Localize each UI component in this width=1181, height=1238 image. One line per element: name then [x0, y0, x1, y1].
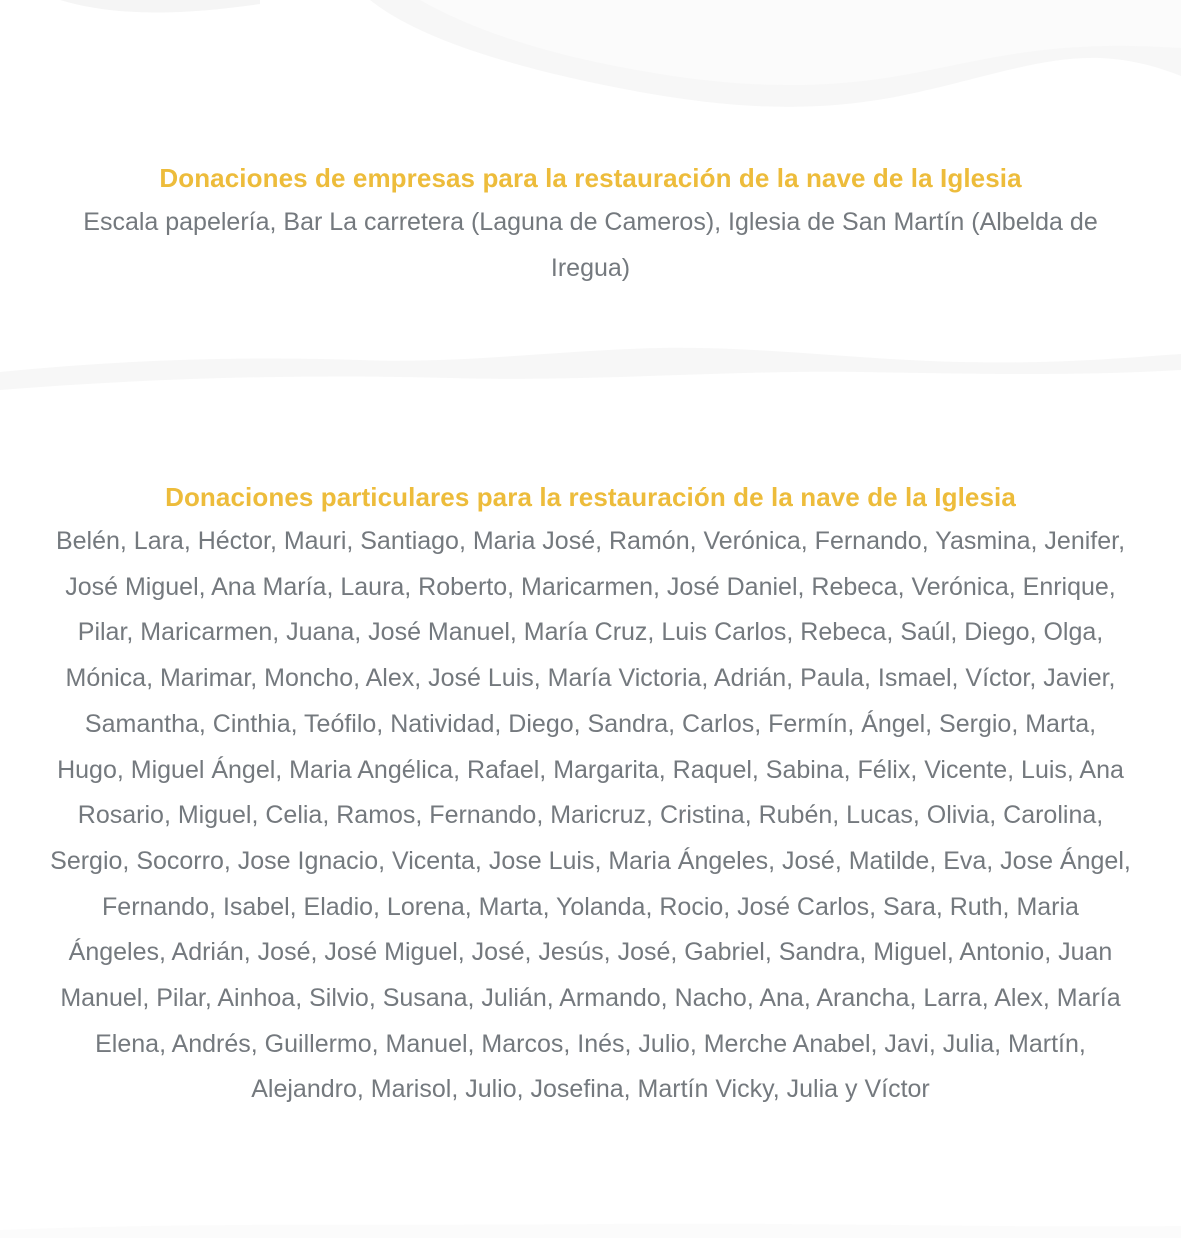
top-wave-divider	[0, 0, 1181, 130]
bottom-wave-divider	[0, 1200, 1181, 1238]
individual-donors-list: Belén, Lara, Héctor, Mauri, Santiago, Maria José, Ramón, Verónica, Fernando, Yasmina, Jenifer, José Miguel, Ana María, Laura, Roberto, Maricarmen, José Daniel, Rebeca, Verónica, Enrique, Pilar, Maricarmen, Juana, José Manuel, María Cruz, Luis Carlos, Rebeca, Saúl, Diego, Olga, Mónica, Marimar, Moncho, Alex, José Luis, María Victoria, Adrián, Paula, Ismael, Víctor, Javier, Samantha, Cinthia, Teófilo, Natividad, Diego, Sandra, Carlos, Fermín, Ángel, Sergio, Marta, Hugo, Miguel Ángel, Maria Angélica, Rafael, Margarita, Raquel, Sabina, Félix, Vicente, Luis, Ana Rosario, Miguel, Celia, Ramos, Fernando, Maricruz, Cristina, Rubén, Lucas, Olivia, Carolina, Sergio, Socorro, Jose Ignacio, Vicenta, Jose Luis, Maria Ángeles, José, Matilde, Eva, Jose Ángel, Fernando, Isabel, Eladio, Lorena, Marta, Yolanda, Rocio, José Carlos, Sara, Ruth, Maria Ángeles, Adrián, José, José Miguel, José, Jesús, José, Gabriel, Sandra, Miguel, Antonio, Juan Manuel, Pilar, Ainhoa, Silvio, Susana, Julián, Armando, Nacho, Ana, Arancha, Larra, Alex, María Elena, Andrés, Guillermo, Manuel, Marcos, Inés, Julio, Merche Anabel, Javi, Julia, Martín, Alejandro, Marisol, Julio, Josefina, Martín Vicky, Julia y Víctor	[50, 527, 1131, 1104]
middle-wave-divider	[0, 330, 1181, 430]
individual-donations-heading: Donaciones particulares para la restauración de la nave de la Iglesia	[165, 482, 1016, 512]
individual-donations-section	[50, 479, 1131, 1113]
company-donors-list: Escala papelería, Bar La carretera (Laguna de Cameros), Iglesia de San Martín (Albelda de Iregua)	[83, 208, 1098, 282]
company-donations-section	[50, 160, 1131, 291]
company-donations-heading: Donaciones de empresas para la restauración de la nave de la Iglesia	[159, 163, 1022, 193]
